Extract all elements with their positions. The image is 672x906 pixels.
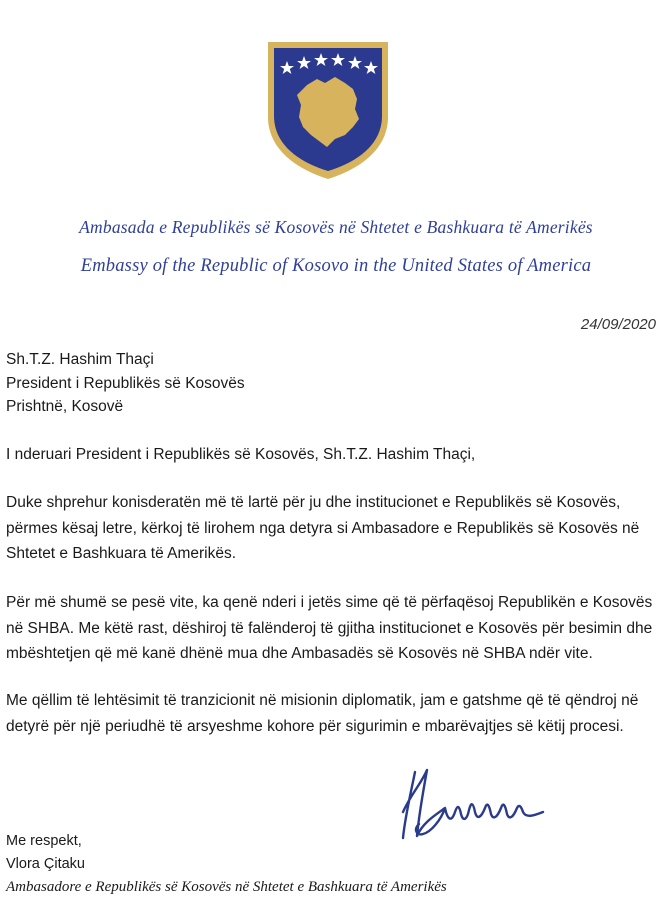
recipient-title: President i Republikës së Kosovës xyxy=(6,374,245,392)
recipient-name: Sh.T.Z. Hashim Thaçi xyxy=(6,351,154,368)
embassy-name-albanian: Ambasada e Republikës së Kosovës në Shtetet e Bashkuara të Amerikës xyxy=(79,217,593,237)
salutation: I nderuari President i Republikës së Kosovës, Sh.T.Z. Hashim Thaçi, xyxy=(6,446,476,463)
embassy-name-english: Embassy of the Republic of Kosovo in the United States of America xyxy=(80,256,592,276)
sender-name: Vlora Çitaku xyxy=(6,856,85,872)
closing-regards: Me respekt, xyxy=(6,833,82,849)
recipient-location: Prishtnë, Kosovë xyxy=(6,398,124,415)
closing-block xyxy=(6,830,447,899)
letter-date: 24/09/2020 xyxy=(580,316,656,333)
body-paragraph-1: Duke shprehur konisderatën më të lartë për ju dhe institucionet e Republikës së Kosovës, përmes kësaj letre, kërkoj të lirohem nga detyra si Ambasadore e Republikës së Kosovës në Shtetet e Bashkuara të Amerikës. xyxy=(6,494,640,562)
body-paragraph-2: Për më shumë se pesë vite, ka qenë nderi i jetës sime që të përfaqësoj Republikën e Kosovës në SHBA. Me këtë rast, dëshiroj të falënderoj të gjitha institucionet e Kosovës për besimin dhe mbështetjen që më kanë dhënë mua dhe Ambasadës së Kosovës në SHBA ndër vite. xyxy=(6,594,653,662)
sender-title: Ambasadore e Republikës së Kosovës në Shtetet e Bashkuara të Amerikës xyxy=(6,879,447,895)
body-paragraph-3: Me qëllim të lehtësimit të tranzicionit në misionin diplomatik, jam e gatshme që të qëndroj në detyrë për një periudhë të arsyeshme kohore për sigurimin e mbarëvajtjes së këtij procesi. xyxy=(6,692,639,735)
recipient-address xyxy=(6,348,245,419)
kosovo-coat-of-arms-icon xyxy=(265,39,391,181)
